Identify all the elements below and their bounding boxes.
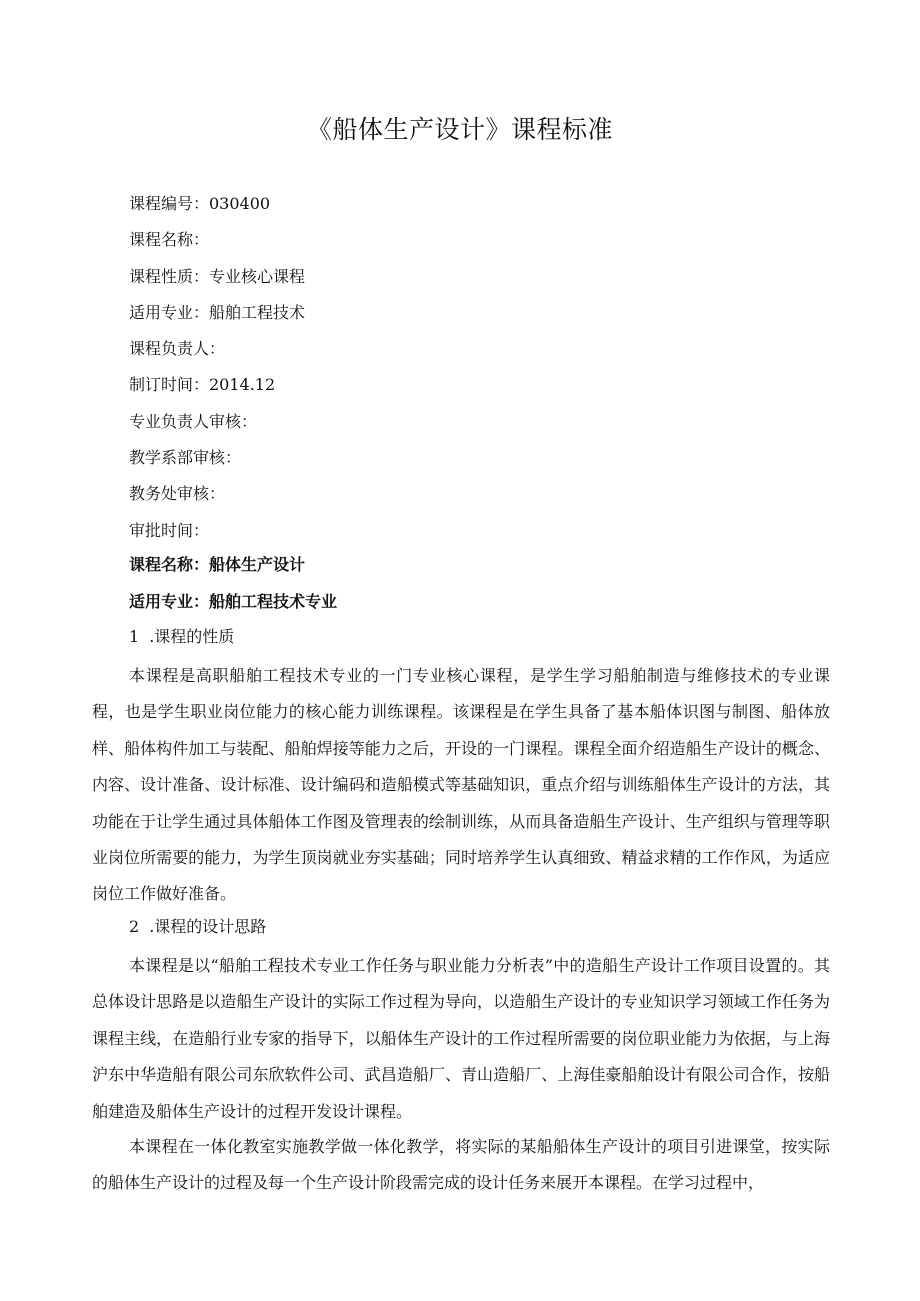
meta-course-name: 课程名称： [129, 230, 210, 250]
meta-course-code: 课程编号：030400 [129, 194, 271, 213]
meta-approval-date: 审批时间： [129, 520, 210, 540]
section-title: .课程的性质 [149, 627, 235, 646]
section-number: 2 [129, 917, 140, 936]
meta-academic-affairs-review: 教务处审核： [129, 484, 226, 504]
meta-applicable-major: 适用专业：船舶工程技术 [129, 302, 306, 322]
section-paragraph: 本课程在一体化教室实施教学做一体化教学，将实际的某船船体生产设计的项目引进课堂，按实际的船体生产设计的过程及每一个生产设计阶段需完成的设计任务来展开本课程。在学习过程中， [92, 1137, 830, 1193]
section-title: .课程的设计思路 [149, 917, 267, 936]
meta-department-review: 教学系部审核： [129, 448, 242, 468]
meta-course-lead: 课程负责人： [129, 339, 226, 359]
section-paragraph: 本课程是以“船舶工程技术专业工作任务与职业能力分析表”中的造船生产设计工作项目设置的。其总体设计思路是以造船生产设计的实际工作过程为导向，以造船生产设计的专业知识学习领域工作任务为课程主线，在造船行业专家的指导下，以船体生产设计的工作过程所需要的岗位职业能力为依据，与上海沪东中华造船有限公司东欣软件公司、武昌造船厂、青山造船厂、上海佳豪船舶设计有限公司合作，按船舶建造及船体生产设计的过程开发设计课程。 [92, 956, 830, 1121]
section-heading [129, 622, 234, 652]
meta-course-nature: 课程性质：专业核心课程 [129, 266, 306, 286]
section-paragraph: 本课程是高职船舶工程技术专业的一门专业核心课程，是学生学习船舶制造与维修技术的专业课程，也是学生职业岗位能力的核心能力训练课程。该课程是在学生具备了基本船体识图与制图、船体放样、船体构件加工与装配、船舶焊接等能力之后，开设的一门课程。课程全面介绍造船生产设计的概念、内容、设计准备、设计标准、设计编码和造船模式等基础知识，重点介绍与训练船体生产设计的方法，其功能在于让学生通过具体船体工作图及管理表的绘制训练，从而具备造船生产设计、生产组织与管理等职业岗位所需要的能力，为学生顶岗就业夯实基础；同时培养学生认真细致、精益求精的工作作风，为适应岗位工作做好准备。 [92, 666, 830, 904]
course-meta-list [129, 189, 305, 552]
course-name-heading: 课程名称：船体生产设计 [129, 555, 306, 574]
section-heading [129, 912, 266, 942]
meta-drafted-date: 制订时间：2014.12 [129, 375, 276, 395]
major-heading: 适用专业：船舶工程技术专业 [129, 592, 338, 611]
section-number: 1 [129, 627, 140, 646]
document-title: 《船体生产设计》课程标准 [306, 115, 613, 144]
meta-major-lead-review: 专业负责人审核： [129, 411, 258, 431]
